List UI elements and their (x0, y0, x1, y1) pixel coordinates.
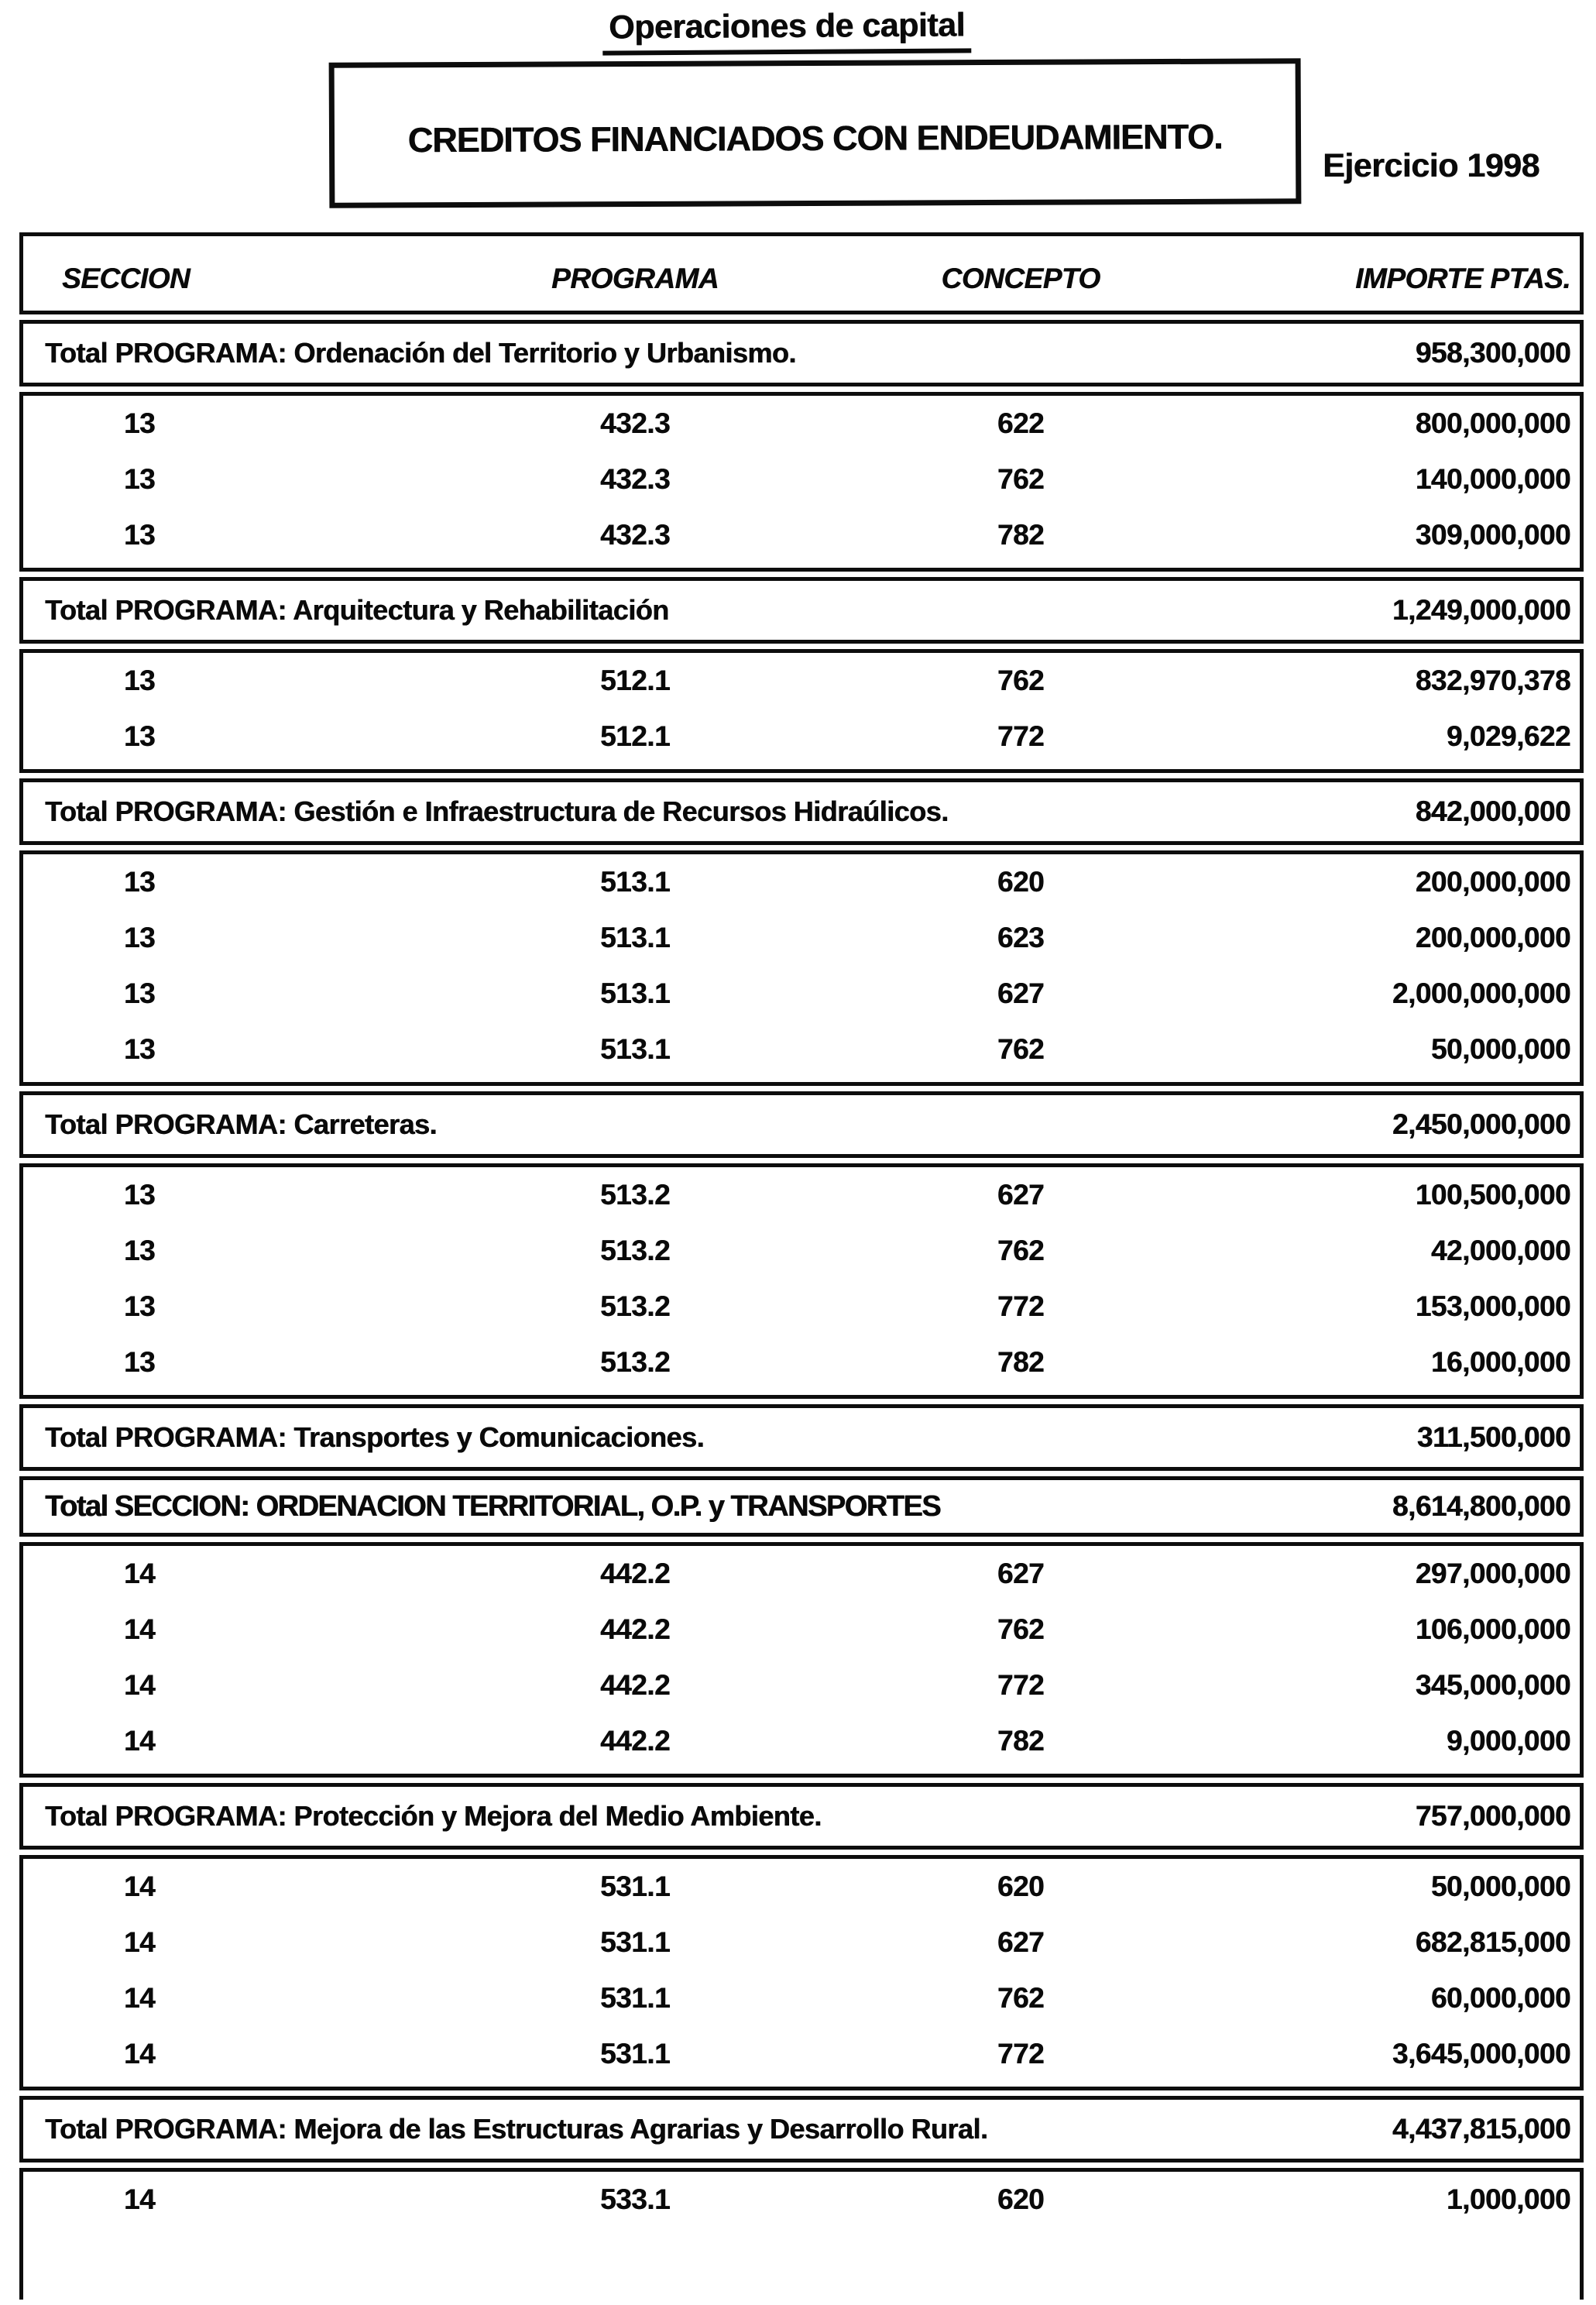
seccion-cell: 14 (123, 1870, 156, 1902)
detail-block (19, 1855, 1584, 2090)
programa-cell: 513.2 (599, 1290, 671, 1322)
table-row (23, 966, 1580, 1022)
total-amount: 4,437,815,000 (1392, 2113, 1570, 2145)
importe-cell: 100,500,000 (1415, 1179, 1570, 1211)
concepto-cell: 772 (997, 1669, 1045, 1701)
seccion-cell: 13 (123, 1290, 156, 1322)
programa-cell: 442.2 (599, 1558, 671, 1589)
table-row (23, 452, 1580, 507)
concepto-cell: 782 (997, 1346, 1045, 1378)
concepto-cell: 622 (997, 407, 1045, 439)
concepto-cell: 623 (997, 922, 1045, 953)
table-row (23, 507, 1580, 563)
programa-cell: 513.2 (599, 1179, 671, 1211)
importe-cell: 9,000,000 (1446, 1725, 1570, 1757)
concepto-cell: 620 (997, 866, 1045, 898)
seccion-cell: 13 (123, 463, 156, 495)
importe-cell: 140,000,000 (1415, 463, 1570, 495)
total-label: Total PROGRAMA: Arquitectura y Rehabilitación (45, 594, 669, 626)
seccion-cell: 14 (123, 1725, 156, 1757)
importe-cell: 9,029,622 (1446, 720, 1570, 752)
budget-table (19, 232, 1584, 2305)
importe-cell: 682,815,000 (1415, 1926, 1570, 1958)
programa-cell: 442.2 (599, 1613, 671, 1645)
total-programa-row (19, 1404, 1584, 1471)
table-row (23, 1657, 1580, 1713)
detail-block (19, 1163, 1584, 1399)
programa-cell: 513.1 (599, 977, 671, 1009)
table-header-row (19, 232, 1584, 314)
programa-cell: 513.2 (599, 1235, 671, 1266)
programa-cell: 512.1 (599, 665, 671, 696)
table-row (23, 1602, 1580, 1657)
concepto-cell: 772 (997, 1290, 1045, 1322)
programa-cell: 531.1 (599, 2038, 671, 2070)
table-row (23, 396, 1580, 452)
total-amount: 2,450,000,000 (1392, 1108, 1570, 1140)
importe-cell: 106,000,000 (1415, 1613, 1570, 1645)
total-amount: 842,000,000 (1415, 795, 1570, 827)
total-programa-row (19, 577, 1584, 644)
programa-cell: 432.3 (599, 407, 671, 439)
concepto-cell: 762 (997, 1982, 1045, 2014)
concepto-cell: 762 (997, 463, 1045, 495)
programa-cell: 432.3 (599, 463, 671, 495)
total-amount: 757,000,000 (1415, 1800, 1570, 1832)
seccion-cell: 13 (123, 1033, 156, 1065)
table-row (23, 2172, 1580, 2228)
total-seccion-row (19, 1476, 1584, 1537)
total-programa-row (19, 1783, 1584, 1850)
column-header-concepto: CONCEPTO (941, 263, 1100, 294)
total-programa-row (19, 778, 1584, 845)
seccion-cell: 13 (123, 1346, 156, 1378)
concepto-cell: 627 (997, 1179, 1045, 1211)
exercise-year: Ejercicio 1998 (1323, 147, 1539, 184)
seccion-cell: 13 (123, 977, 156, 1009)
table-row (23, 1546, 1580, 1602)
total-amount: 8,614,800,000 (1392, 1490, 1570, 1522)
seccion-cell: 14 (123, 1558, 156, 1589)
table-row (23, 910, 1580, 966)
importe-cell: 345,000,000 (1415, 1669, 1570, 1701)
total-label: Total PROGRAMA: Transportes y Comunicaciones. (45, 1421, 704, 1453)
importe-cell: 50,000,000 (1430, 1870, 1570, 1902)
table-blocks (19, 320, 1584, 2300)
programa-cell: 442.2 (599, 1725, 671, 1757)
seccion-cell: 13 (123, 519, 156, 551)
importe-cell: 832,970,378 (1415, 665, 1570, 696)
programa-cell: 513.1 (599, 922, 671, 953)
concepto-cell: 762 (997, 1235, 1045, 1266)
table-row (23, 1279, 1580, 1335)
importe-cell: 42,000,000 (1430, 1235, 1570, 1266)
credit-title: CREDITOS FINANCIADOS CON ENDEUDAMIENTO. (407, 116, 1223, 160)
total-label: Total PROGRAMA: Gestión e Infraestructura de Recursos Hidraúlicos. (45, 795, 949, 827)
table-row (23, 1223, 1580, 1279)
detail-block (19, 392, 1584, 572)
detail-block (19, 649, 1584, 773)
seccion-cell: 13 (123, 1179, 156, 1211)
seccion-cell: 14 (123, 1613, 156, 1645)
total-programa-row (19, 2096, 1584, 2162)
concepto-cell: 627 (997, 977, 1045, 1009)
programa-cell: 513.1 (599, 1033, 671, 1065)
total-amount: 958,300,000 (1415, 337, 1570, 369)
table-row (23, 1859, 1580, 1915)
detail-block (19, 2168, 1584, 2300)
seccion-cell: 14 (123, 2183, 156, 2215)
importe-cell: 1,000,000 (1446, 2183, 1570, 2215)
importe-cell: 200,000,000 (1415, 922, 1570, 953)
detail-block (19, 850, 1584, 1086)
table-row (23, 2026, 1580, 2082)
total-amount: 311,500,000 (1416, 1421, 1570, 1453)
seccion-cell: 14 (123, 2038, 156, 2070)
table-row (23, 854, 1580, 910)
programa-cell: 531.1 (599, 1982, 671, 2014)
importe-cell: 153,000,000 (1415, 1290, 1570, 1322)
concepto-cell: 620 (997, 1870, 1045, 1902)
total-label: Total PROGRAMA: Mejora de las Estructuras Agrarias y Desarrollo Rural. (45, 2113, 988, 2145)
column-header-seccion: SECCION (62, 263, 190, 294)
table-row (23, 653, 1580, 709)
programa-cell: 512.1 (599, 720, 671, 752)
concepto-cell: 782 (997, 519, 1045, 551)
table-row (23, 1915, 1580, 1970)
programa-cell: 531.1 (599, 1926, 671, 1958)
concepto-cell: 762 (997, 1613, 1045, 1645)
seccion-cell: 13 (123, 720, 156, 752)
column-header-programa: PROGRAMA (551, 263, 719, 294)
total-label: Total PROGRAMA: Carreteras. (45, 1108, 437, 1140)
column-header-importe: IMPORTE PTAS. (1355, 263, 1570, 294)
programa-cell: 531.1 (599, 1870, 671, 1902)
seccion-cell: 13 (123, 922, 156, 953)
concepto-cell: 772 (997, 2038, 1045, 2070)
table-row (23, 1970, 1580, 2026)
table-row (23, 1167, 1580, 1223)
page-title: Operaciones de capital (602, 6, 971, 55)
importe-cell: 50,000,000 (1430, 1033, 1570, 1065)
table-row (23, 1022, 1580, 1077)
total-label: Total PROGRAMA: Protección y Mejora del Medio Ambiente. (45, 1800, 822, 1832)
total-programa-row (19, 1091, 1584, 1158)
total-programa-row (19, 320, 1584, 386)
importe-cell: 60,000,000 (1430, 1982, 1570, 2014)
concepto-cell: 772 (997, 720, 1045, 752)
importe-cell: 297,000,000 (1415, 1558, 1570, 1589)
concepto-cell: 620 (997, 2183, 1045, 2215)
seccion-cell: 13 (123, 665, 156, 696)
concepto-cell: 762 (997, 1033, 1045, 1065)
importe-cell: 16,000,000 (1430, 1346, 1570, 1378)
table-row (23, 709, 1580, 764)
importe-cell: 2,000,000,000 (1392, 977, 1570, 1009)
credit-title-box (329, 58, 1302, 208)
programa-cell: 442.2 (599, 1669, 671, 1701)
total-label: Total SECCION: ORDENACION TERRITORIAL, O.P. y TRANSPORTES (45, 1489, 940, 1523)
programa-cell: 513.1 (599, 866, 671, 898)
detail-block (19, 1542, 1584, 1778)
importe-cell: 200,000,000 (1415, 866, 1570, 898)
seccion-cell: 14 (123, 1926, 156, 1958)
seccion-cell: 13 (123, 1235, 156, 1266)
concepto-cell: 627 (997, 1926, 1045, 1958)
seccion-cell: 14 (123, 1669, 156, 1701)
seccion-cell: 13 (123, 866, 156, 898)
programa-cell: 533.1 (599, 2183, 671, 2215)
programa-cell: 432.3 (599, 519, 671, 551)
concepto-cell: 627 (997, 1558, 1045, 1589)
seccion-cell: 14 (123, 1982, 156, 2014)
table-row (23, 1335, 1580, 1390)
concepto-cell: 782 (997, 1725, 1045, 1757)
seccion-cell: 13 (123, 407, 156, 439)
concepto-cell: 762 (997, 665, 1045, 696)
programa-cell: 513.2 (599, 1346, 671, 1378)
table-row (23, 1713, 1580, 1769)
total-label: Total PROGRAMA: Ordenación del Territorio y Urbanismo. (45, 337, 796, 369)
importe-cell: 800,000,000 (1415, 407, 1570, 439)
importe-cell: 3,645,000,000 (1392, 2038, 1570, 2070)
importe-cell: 309,000,000 (1415, 519, 1570, 551)
total-amount: 1,249,000,000 (1392, 594, 1570, 626)
